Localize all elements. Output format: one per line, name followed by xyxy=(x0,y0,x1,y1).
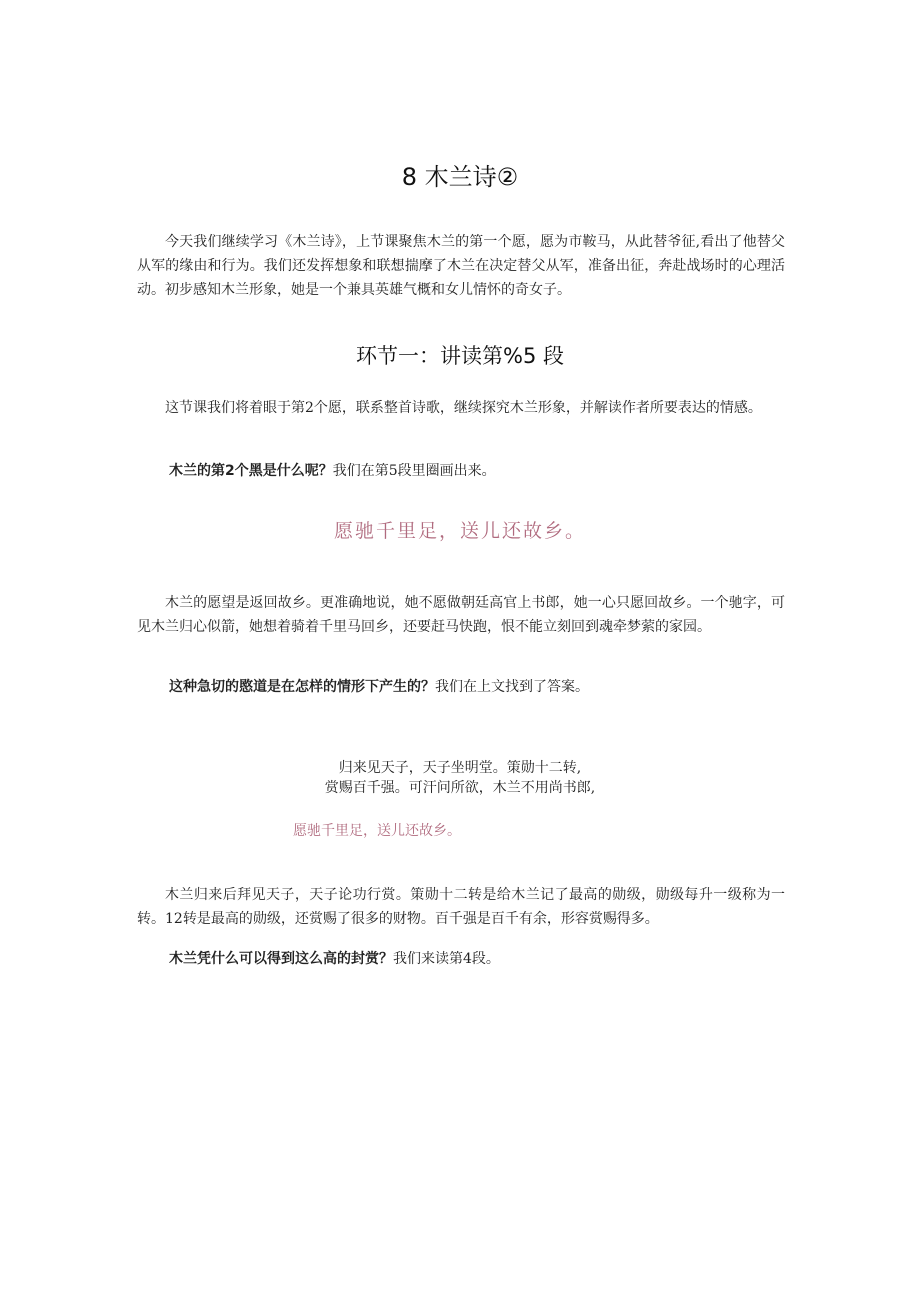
question-3-rest: 我们来读第4段。 xyxy=(393,951,500,967)
poem-line-2: 赏赐百千强。可汗问所欲，木兰不用尚书郎, xyxy=(324,780,596,796)
paragraph-reward: 木兰归来后拜见天子，天子论功行赏。策勋十二转是给木兰记了最高的勋级，勋级每升一级称为一转。12转是最高的勋级，还赏赐了很多的财物。百千强是百千有余，形容赏赐得多。 xyxy=(137,887,785,927)
section-title: 环节一：讲读第%5 段 xyxy=(356,344,564,368)
paragraph-focus: 这节课我们将着眼于第2个愿，联系整首诗歌，继续探究木兰形象，并解读作者所要表达的情感。 xyxy=(165,400,762,416)
question-3 xyxy=(169,947,789,971)
question-2-rest: 我们在上文找到了答案。 xyxy=(435,679,589,695)
paragraph-wish: 木兰的愿望是返回故乡。更准确地说，她不愿做朝廷高官上书郎，她一心只愿回故乡。一个驰字，可见木兰归心似箭，她想着骑着千里马回乡，还要赶马快跑，恨不能立刻回到魂牵梦萦的家园。 xyxy=(137,595,785,635)
question-2-bold: 这种急切的愍道是在怎样的情形下产生的？ xyxy=(169,679,435,695)
poem-highlight-line: 愿驰千里足，送儿还故乡。 xyxy=(293,823,461,839)
page-title: 8 木兰诗② xyxy=(401,163,519,191)
question-1 xyxy=(169,459,789,483)
intro-paragraph: 今天我们继续学习《木兰诗》，上节课聚焦木兰的第一个愿，愿为市鞍马，从此替爷征,看出了他替父从军的缘由和行为。我们还发挥想象和联想揣摩了木兰在决定替父从军，准备出征，奔赴战场时的心理活动。初步感知木兰形象，她是一个兼具英雄气概和女儿情怀的奇女子。 xyxy=(137,234,785,298)
poem-line-1: 归来见天子，天子坐明堂。策勋十二转, xyxy=(338,760,582,776)
question-1-rest: 我们在第5段里圈画出来。 xyxy=(332,463,496,479)
question-2 xyxy=(169,675,789,699)
question-3-bold: 木兰凭什么可以得到这么高的封赏？ xyxy=(169,951,393,967)
question-1-bold: 木兰的第2个黑是什么呢？ xyxy=(169,463,333,479)
highlighted-quote: 愿驰千里足，送儿还故乡。 xyxy=(333,520,586,542)
